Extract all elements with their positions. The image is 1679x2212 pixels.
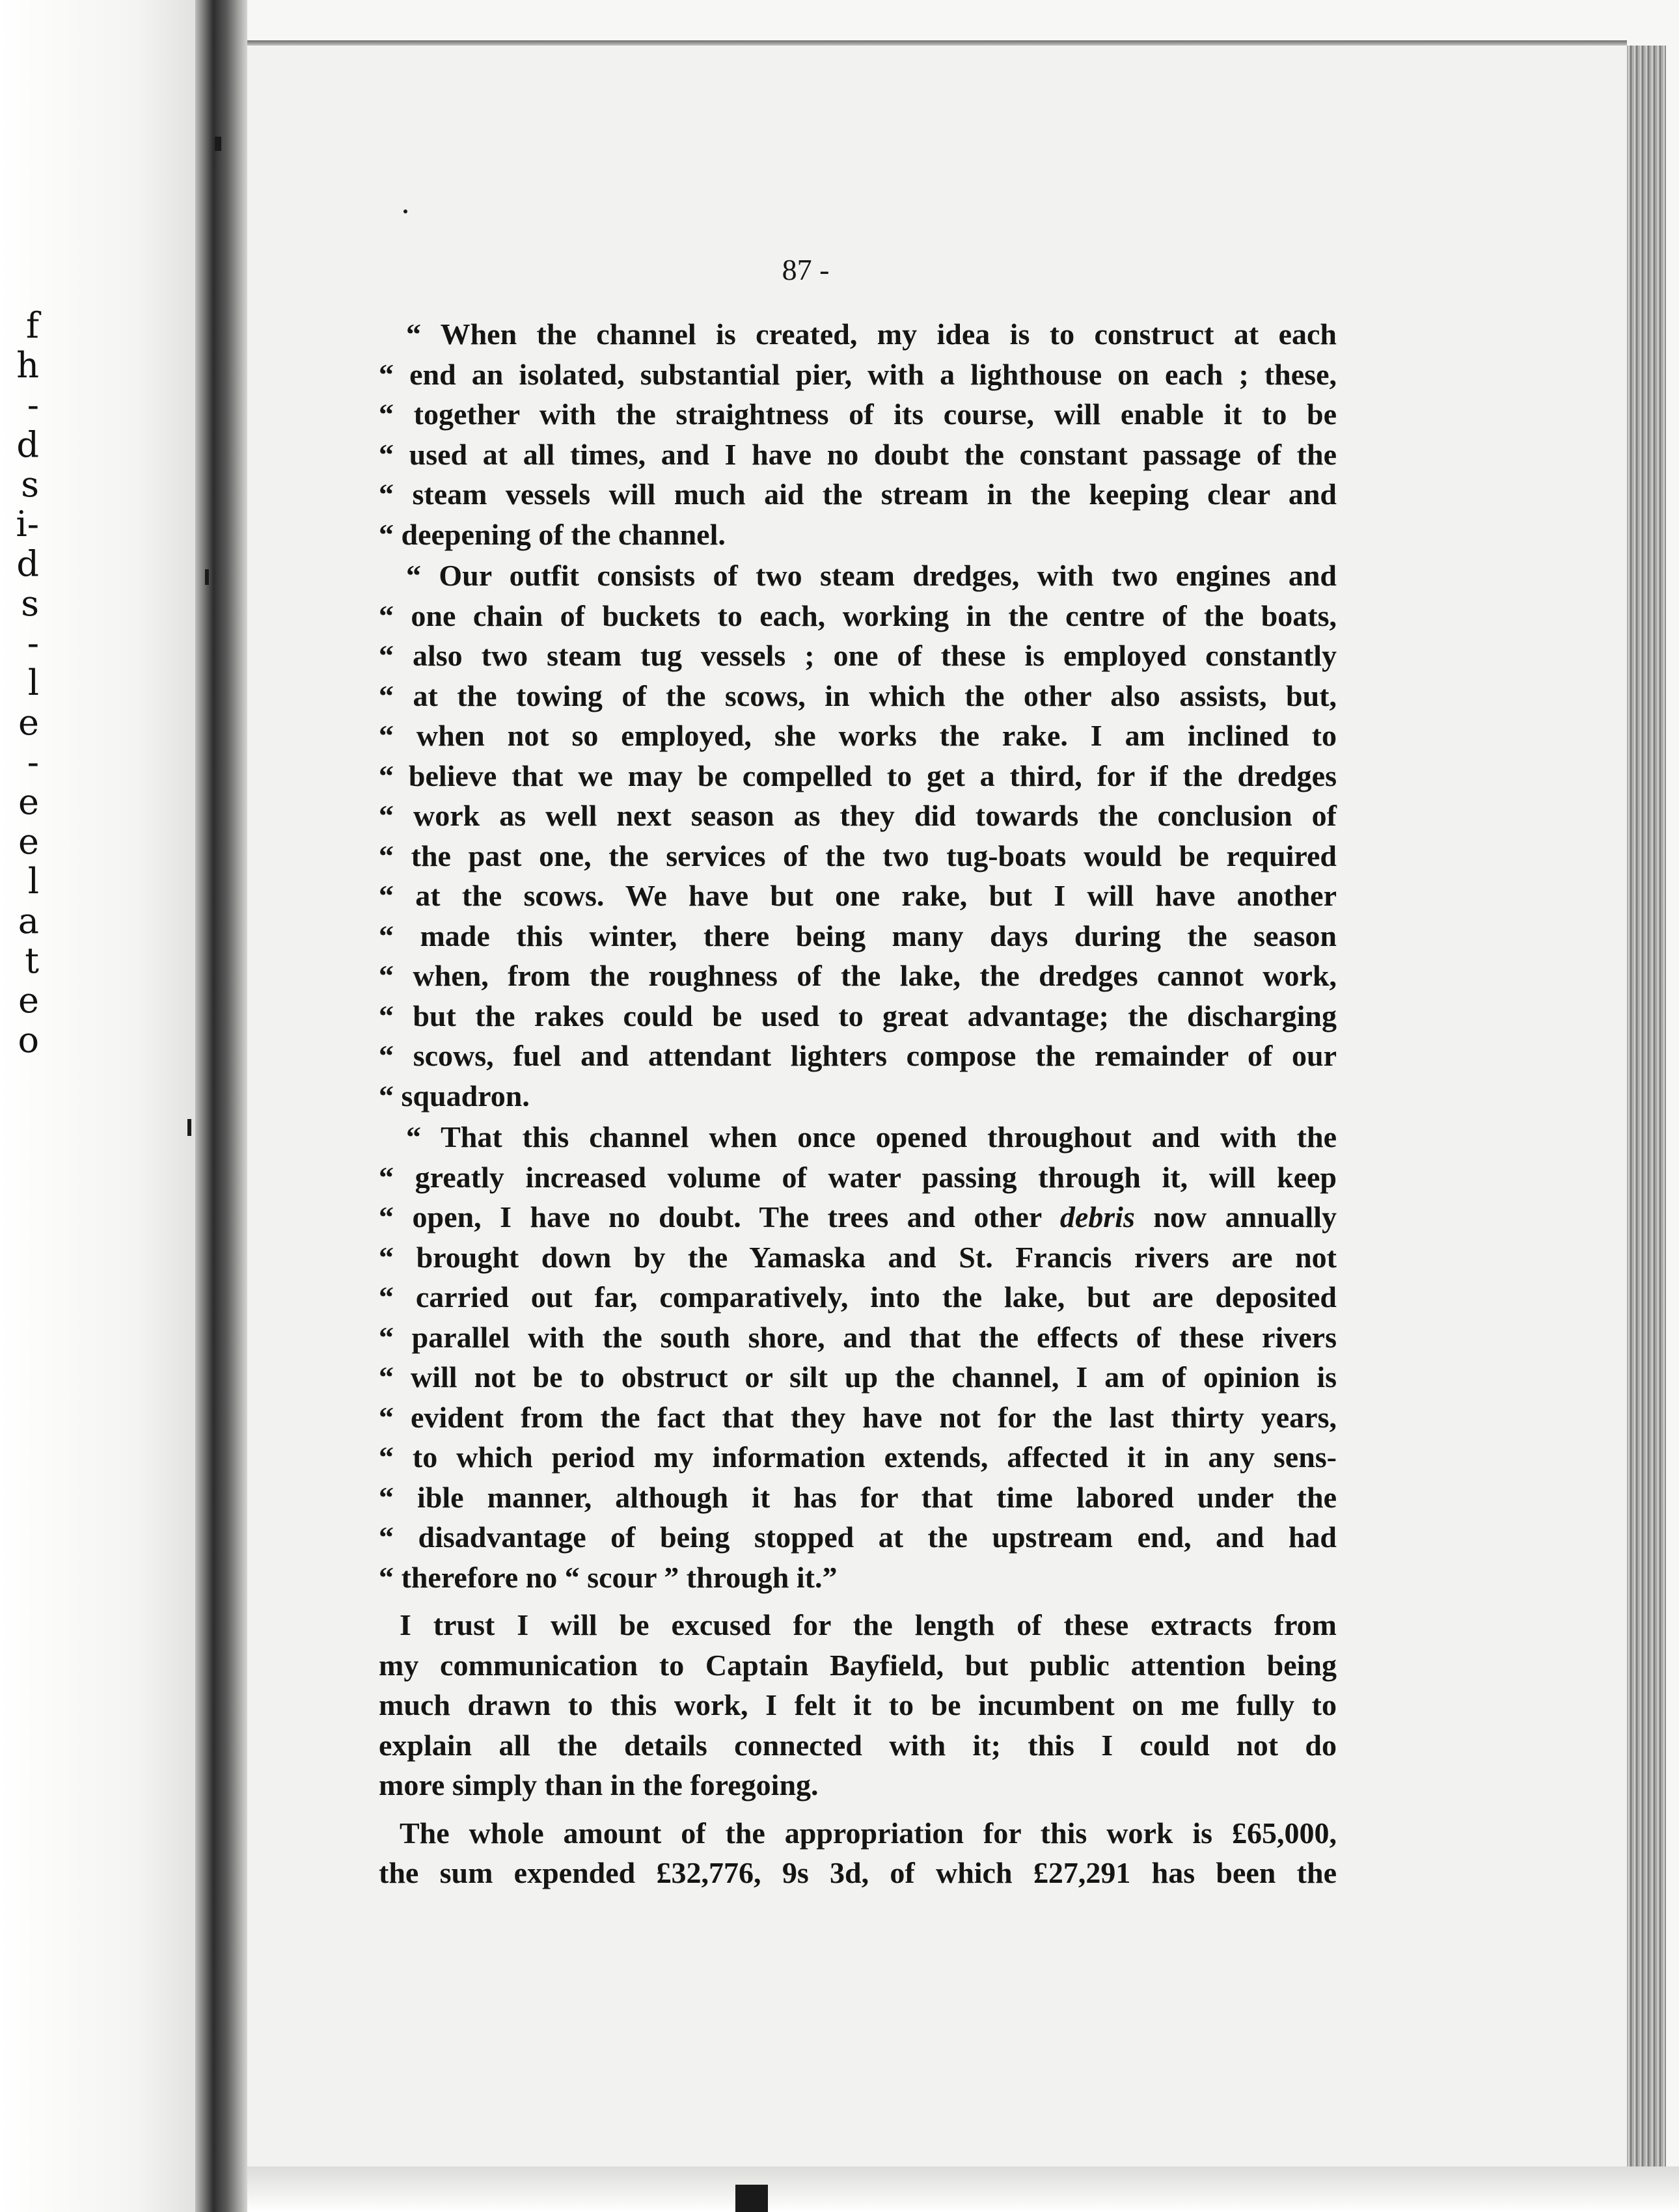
gutter-mark: [215, 137, 221, 151]
text-line: “ used at all times, and I have no doubt the constant passage of the: [379, 437, 1337, 471]
line-end-letter: h: [16, 345, 39, 386]
text-line: my communication to Captain Bayfield, but public attention being: [379, 1648, 1337, 1682]
paragraph-outfit: [379, 556, 1337, 1116]
text-line: The whole amount of the appropriation for this work is £65,000,: [400, 1816, 1337, 1850]
text-line: “ one chain of buckets to each, working in the centre of the boats,: [379, 599, 1337, 632]
book-gutter: [195, 0, 247, 2212]
stacked-page-edges: [1627, 46, 1666, 2166]
line-end-letter: f: [26, 305, 39, 346]
text-line: “ Our outfit consists of two steam dredges, with two engines and: [406, 559, 1337, 592]
paragraph-excuse: [379, 1605, 1337, 1805]
text-line: “ disadvantage of being stopped at the upstream end, and had: [379, 1520, 1337, 1554]
text-line: “ the past one, the services of the two tug-boats would be required: [379, 839, 1337, 872]
text-line: “ when not so employed, she works the rake. I am inclined to: [379, 719, 1337, 752]
line-end-letter: -: [27, 623, 39, 664]
text-line: “ but the rakes could be used to great advantage; the discharging: [379, 999, 1337, 1032]
gutter-mark: [187, 1119, 191, 1136]
text-line: “ at the scows. We have but one rake, but I will have another: [379, 879, 1337, 912]
text-line: “ therefore no “ scour ” through it.”: [379, 1560, 838, 1594]
line-end-letter: s: [21, 464, 39, 505]
text-line: the sum expended £32,776, 9s 3d, of which £27,291 has been the: [379, 1856, 1337, 1889]
italic-word: debris: [1059, 1200, 1135, 1234]
text-line: “ made this winter, there being many days during the season: [379, 919, 1337, 952]
line-end-letter: -: [27, 384, 39, 425]
paragraph-appropriation: [379, 1813, 1337, 1893]
gutter-mark: [205, 569, 209, 585]
text-line: “ to which period my information extends, affected it in any sens-: [379, 1440, 1337, 1474]
text-line: “ end an isolated, substantial pier, with a lighthouse on each ; these,: [379, 357, 1337, 391]
text-line: “ steam vessels will much aid the stream in the keeping clear and: [379, 478, 1337, 511]
line-end-letter: d: [16, 424, 39, 465]
text-line: “ believe that we may be compelled to get a third, for if the dredges: [379, 759, 1337, 792]
text-line: “ ible manner, although it has for that time labored under the: [379, 1480, 1337, 1514]
text-line: “ evident from the fact that they have not for the last thirty years,: [379, 1400, 1337, 1434]
bottom-shadow: [247, 2166, 1679, 2212]
text-line: “ scows, fuel and attendant lighters compose the remainder of our: [379, 1039, 1337, 1072]
line-end-letter: -: [27, 742, 39, 783]
previous-page-line-ends: [0, 306, 39, 1060]
line-end-letter: e: [18, 702, 39, 743]
text-line: more simply than in the foregoing.: [379, 1768, 819, 1801]
text-line: “ will not be to obstruct or silt up the channel, I am of opinion is: [379, 1360, 1337, 1394]
line-end-letter: t: [25, 940, 39, 981]
line-end-letter: l: [27, 861, 39, 902]
text-line: “ also two steam tug vessels ; one of these is employed constantly: [379, 639, 1337, 672]
text-line: “ when, from the roughness of the lake, the dredges cannot work,: [379, 959, 1337, 992]
text-line: “ at the towing of the scows, in which the other also assists, but,: [379, 679, 1337, 712]
text-line: “ carried out far, comparatively, into the lake, but are deposited: [379, 1280, 1337, 1314]
text-line: “ open, I have no doubt. The trees and other debris now annually: [379, 1200, 1337, 1234]
ink-speck: [403, 209, 407, 213]
paragraph-channel-opinion: [379, 1117, 1337, 1597]
text-line: “ together with the straightness of its course, will enable it to be: [379, 398, 1337, 431]
line-end-letter: i-: [16, 504, 39, 545]
bottom-clip-mark: [735, 2185, 768, 2212]
line-end-letter: e: [18, 781, 39, 822]
line-end-letter: l: [27, 662, 39, 703]
text-line: I trust I will be excused for the length of these extracts from: [400, 1608, 1337, 1641]
line-end-letter: o: [18, 1019, 39, 1060]
page-text: [379, 250, 1337, 1893]
text-line: “ work as well next season as they did towards the conclusion of: [379, 799, 1337, 832]
text-line: “ squadron.: [379, 1079, 530, 1113]
line-end-letter: d: [16, 543, 39, 584]
text-line: “ That this channel when once opened throughout and with the: [406, 1120, 1337, 1153]
line-end-letter: s: [21, 583, 39, 624]
text-line: much drawn to this work, I felt it to be incumbent on me fully to: [379, 1688, 1337, 1721]
line-end-letter: a: [18, 900, 39, 941]
previous-page-strip: [0, 0, 195, 2212]
text-line: “ deepening of the channel.: [379, 517, 726, 551]
text-line: “ brought down by the Yamaska and St. Francis rivers are not: [379, 1240, 1337, 1274]
text-line: “ When the channel is created, my idea is to construct at each: [406, 317, 1337, 351]
paragraph-channel-plan: [379, 314, 1337, 554]
page-number: 87 -: [782, 253, 830, 286]
line-end-letter: e: [18, 980, 39, 1021]
line-end-letter: e: [18, 821, 39, 862]
text-line: “ greatly increased volume of water passing through it, will keep: [379, 1160, 1337, 1194]
text-line: explain all the details connected with it; this I could not do: [379, 1728, 1337, 1762]
text-line: “ parallel with the south shore, and that the effects of these rivers: [379, 1320, 1337, 1354]
